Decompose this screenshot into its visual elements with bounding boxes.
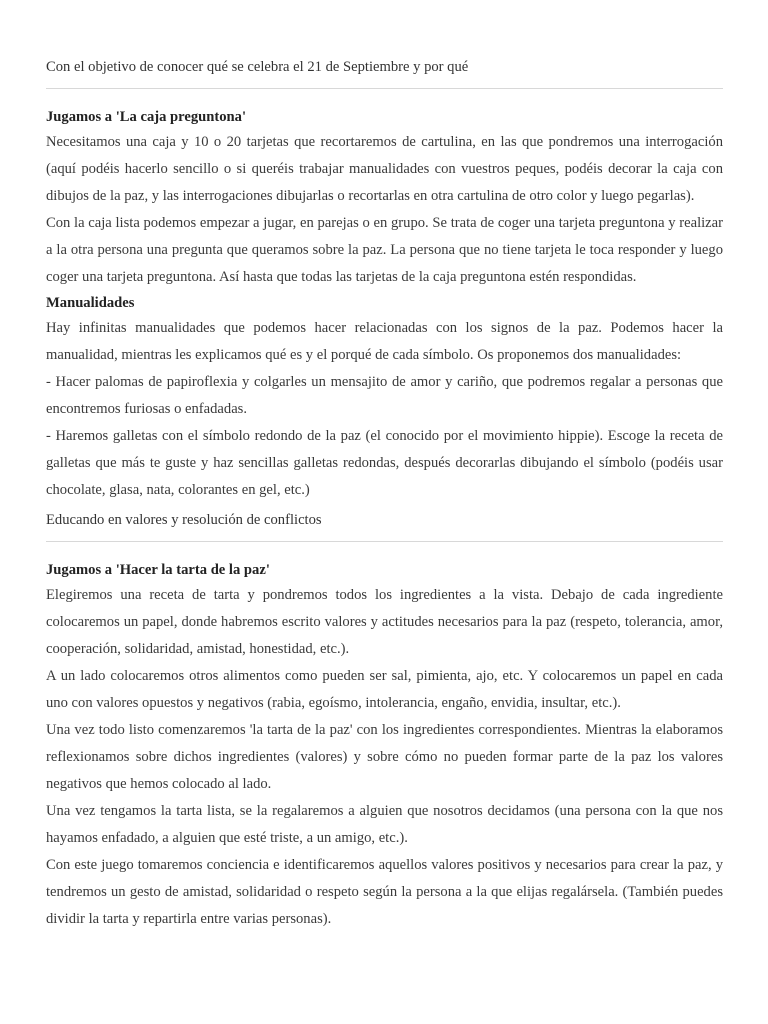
paragraph: Necesitamos una caja y 10 o 20 tarjetas que recortaremos de cartulina, en las que pondremos una interrogación (aquí podéis hacerlo sencillo o si queréis trabajar manualidades con vuestros peques, podéis decorar la caja con dibujos de la paz, y las interrogaciones dibujarlas o recortarlas en otra cartulina de otro color y luego pegarlas). — [46, 134, 723, 204]
divider — [46, 88, 723, 89]
paragraph: Con la caja lista podemos empezar a jugar, en parejas o en grupo. Se trata de coger una tarjeta preguntona y realizar a la otra persona una pregunta que queramos sobre la paz. La persona que no tiene tarjeta le toca responder y luego coger una tarjeta preguntona. Así hasta que todas las tarjetas de la caja preguntona estén respondidas. — [46, 215, 723, 285]
divider — [46, 541, 723, 542]
section-heading-caja-preguntona: Jugamos a 'La caja preguntona' — [46, 109, 247, 125]
section-label-valores: Educando en valores y resolución de conflictos — [46, 512, 322, 528]
paragraph: Una vez todo listo comenzaremos 'la tarta de la paz' con los ingredientes correspondientes. Mientras la elaboramos reflexionamos sobre dichos ingredientes (valores) y sobre cómo no pueden formar parte de la paz los valores negativos que hemos colocado al lado. — [46, 722, 723, 792]
paragraph: Una vez tengamos la tarta lista, se la regalaremos a alguien que nosotros decidamos (una persona con la que nos hayamos enfadado, a alguien que esté triste, a un amigo, etc.). — [46, 803, 723, 846]
intro-text: Con el objetivo de conocer qué se celebra el 21 de Septiembre y por qué — [46, 59, 469, 75]
paragraph: Elegiremos una receta de tarta y pondremos todos los ingredientes a la vista. Debajo de cada ingrediente colocaremos un papel, donde habremos escrito valores y actitudes necesarios para la paz (respeto, tolerancia, amor, cooperación, solidaridad, amistad, honestidad, etc.). — [46, 587, 723, 657]
article-content — [46, 55, 723, 933]
section-heading-tarta-paz: Jugamos a 'Hacer la tarta de la paz' — [46, 562, 270, 578]
section-heading-manualidades: Manualidades — [46, 295, 135, 311]
paragraph: A un lado colocaremos otros alimentos como pueden ser sal, pimienta, ajo, etc. Y colocaremos un papel en cada uno con valores opuestos y negativos (rabia, egoísmo, intolerancia, engaño, envidia, insultar, etc.). — [46, 668, 723, 711]
paragraph: - Hacer palomas de papiroflexia y colgarles un mensajito de amor y cariño, que podremos regalar a personas que encontremos furiosas o enfadadas. — [46, 374, 723, 417]
paragraph: Con este juego tomaremos conciencia e identificaremos aquellos valores positivos y necesarios para crear la paz, y tendremos un gesto de amistad, solidaridad o respeto según la persona a la que elijas regalársela. (También puedes dividir la tarta y repartirla entre varias personas). — [46, 857, 723, 927]
paragraph: Hay infinitas manualidades que podemos hacer relacionadas con los signos de la paz. Podemos hacer la manualidad, mientras les explicamos qué es y el porqué de cada símbolo. Os proponemos dos manualidades: — [46, 320, 723, 363]
paragraph: - Haremos galletas con el símbolo redondo de la paz (el conocido por el movimiento hippie). Escoge la receta de galletas que más te guste y haz sencillas galletas redondas, después decorarlas dibujando el símbolo (podéis usar chocolate, glasa, nata, colorantes en gel, etc.) — [46, 428, 723, 498]
